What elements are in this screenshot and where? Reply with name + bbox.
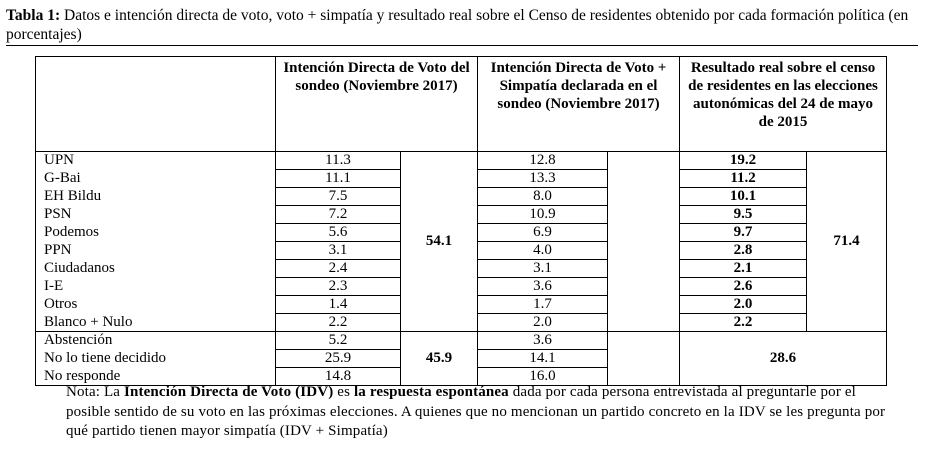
cell-simpatia: 14.1 (478, 350, 608, 368)
cell-idv: 1.4 (276, 296, 401, 314)
cell-idv: 5.6 (276, 224, 401, 242)
caption-label: Tabla 1: (6, 7, 61, 24)
vote-table (35, 56, 887, 386)
table-note (66, 383, 896, 442)
total-idv-other: 45.9 (401, 332, 478, 386)
cell-simpatia: 1.7 (478, 296, 608, 314)
row-label: PPN (36, 242, 276, 260)
row-label: G-Bai (36, 170, 276, 188)
cell-real: 11.2 (680, 170, 807, 188)
cell-simpatia: 4.0 (478, 242, 608, 260)
row-label: Ciudadanos (36, 260, 276, 278)
cell-real: 2.0 (680, 296, 807, 314)
cell-simpatia: 3.1 (478, 260, 608, 278)
cell-idv: 25.9 (276, 350, 401, 368)
header-row (36, 57, 887, 152)
cell-simpatia: 6.9 (478, 224, 608, 242)
cell-real: 2.6 (680, 278, 807, 296)
cell-real: 19.2 (680, 152, 807, 170)
cell-idv: 5.2 (276, 332, 401, 350)
note-text-2: es (333, 384, 354, 400)
cell-simpatia: 16.0 (478, 368, 608, 386)
empty-simpatia-other (608, 332, 680, 386)
cell-simpatia: 8.0 (478, 188, 608, 206)
total-idv-parties: 54.1 (401, 152, 478, 332)
row-label: UPN (36, 152, 276, 170)
note-text-3: dada por cada persona entrevistada al preguntarle por el posible sentido de su voto en las próximas elecciones. A quienes que no mencionan un partido concreto en la IDV se les pregunta por qué partido tienen mayor simpatía (IDV + Simpatía) (66, 384, 886, 439)
header-empty (36, 57, 276, 152)
row-label: Podemos (36, 224, 276, 242)
cell-real: 9.5 (680, 206, 807, 224)
cell-idv: 2.2 (276, 314, 401, 332)
row-label: PSN (36, 206, 276, 224)
caption-rule (6, 45, 918, 46)
row-label: Blanco + Nulo (36, 314, 276, 332)
row-label: I-E (36, 278, 276, 296)
row-label: Abstención (36, 332, 276, 350)
row-label: EH Bildu (36, 188, 276, 206)
table-row (36, 332, 887, 350)
cell-simpatia: 2.0 (478, 314, 608, 332)
header-simpatia: Intención Directa de Voto + Simpatía declarada en el sondeo (Noviembre 2017) (478, 57, 680, 152)
cell-idv: 11.3 (276, 152, 401, 170)
cell-real: 2.1 (680, 260, 807, 278)
cell-simpatia: 3.6 (478, 332, 608, 350)
note-text-1: Nota: La (66, 384, 124, 400)
cell-simpatia: 10.9 (478, 206, 608, 224)
cell-idv: 2.4 (276, 260, 401, 278)
row-label: No lo tiene decidido (36, 350, 276, 368)
cell-real: 2.8 (680, 242, 807, 260)
cell-idv: 3.1 (276, 242, 401, 260)
header-resultado: Resultado real sobre el censo de residentes en las elecciones autonómicas del 24 de mayo de 2015 (680, 57, 887, 152)
empty-simpatia-total (608, 152, 680, 332)
table-caption (6, 6, 926, 44)
cell-idv: 7.5 (276, 188, 401, 206)
note-bold-respuesta: la respuesta espontánea (353, 384, 509, 400)
cell-simpatia: 3.6 (478, 278, 608, 296)
cell-real: 9.7 (680, 224, 807, 242)
total-real-parties: 71.4 (807, 152, 887, 332)
cell-idv: 14.8 (276, 368, 401, 386)
table-row (36, 152, 887, 170)
cell-idv: 2.3 (276, 278, 401, 296)
cell-real: 10.1 (680, 188, 807, 206)
cell-simpatia: 13.3 (478, 170, 608, 188)
caption-text: Datos e intención directa de voto, voto + simpatía y resultado real sobre el Censo de residentes obtenido por cada formación política (en porcentajes) (6, 7, 909, 43)
row-label: No responde (36, 368, 276, 386)
cell-simpatia: 12.8 (478, 152, 608, 170)
cell-real: 2.2 (680, 314, 807, 332)
header-idv: Intención Directa de Voto del sondeo (Noviembre 2017) (276, 57, 478, 152)
cell-idv: 7.2 (276, 206, 401, 224)
row-label: Otros (36, 296, 276, 314)
total-real-other: 28.6 (680, 332, 887, 386)
note-bold-idv: Intención Directa de Voto (IDV) (124, 384, 334, 400)
cell-idv: 11.1 (276, 170, 401, 188)
